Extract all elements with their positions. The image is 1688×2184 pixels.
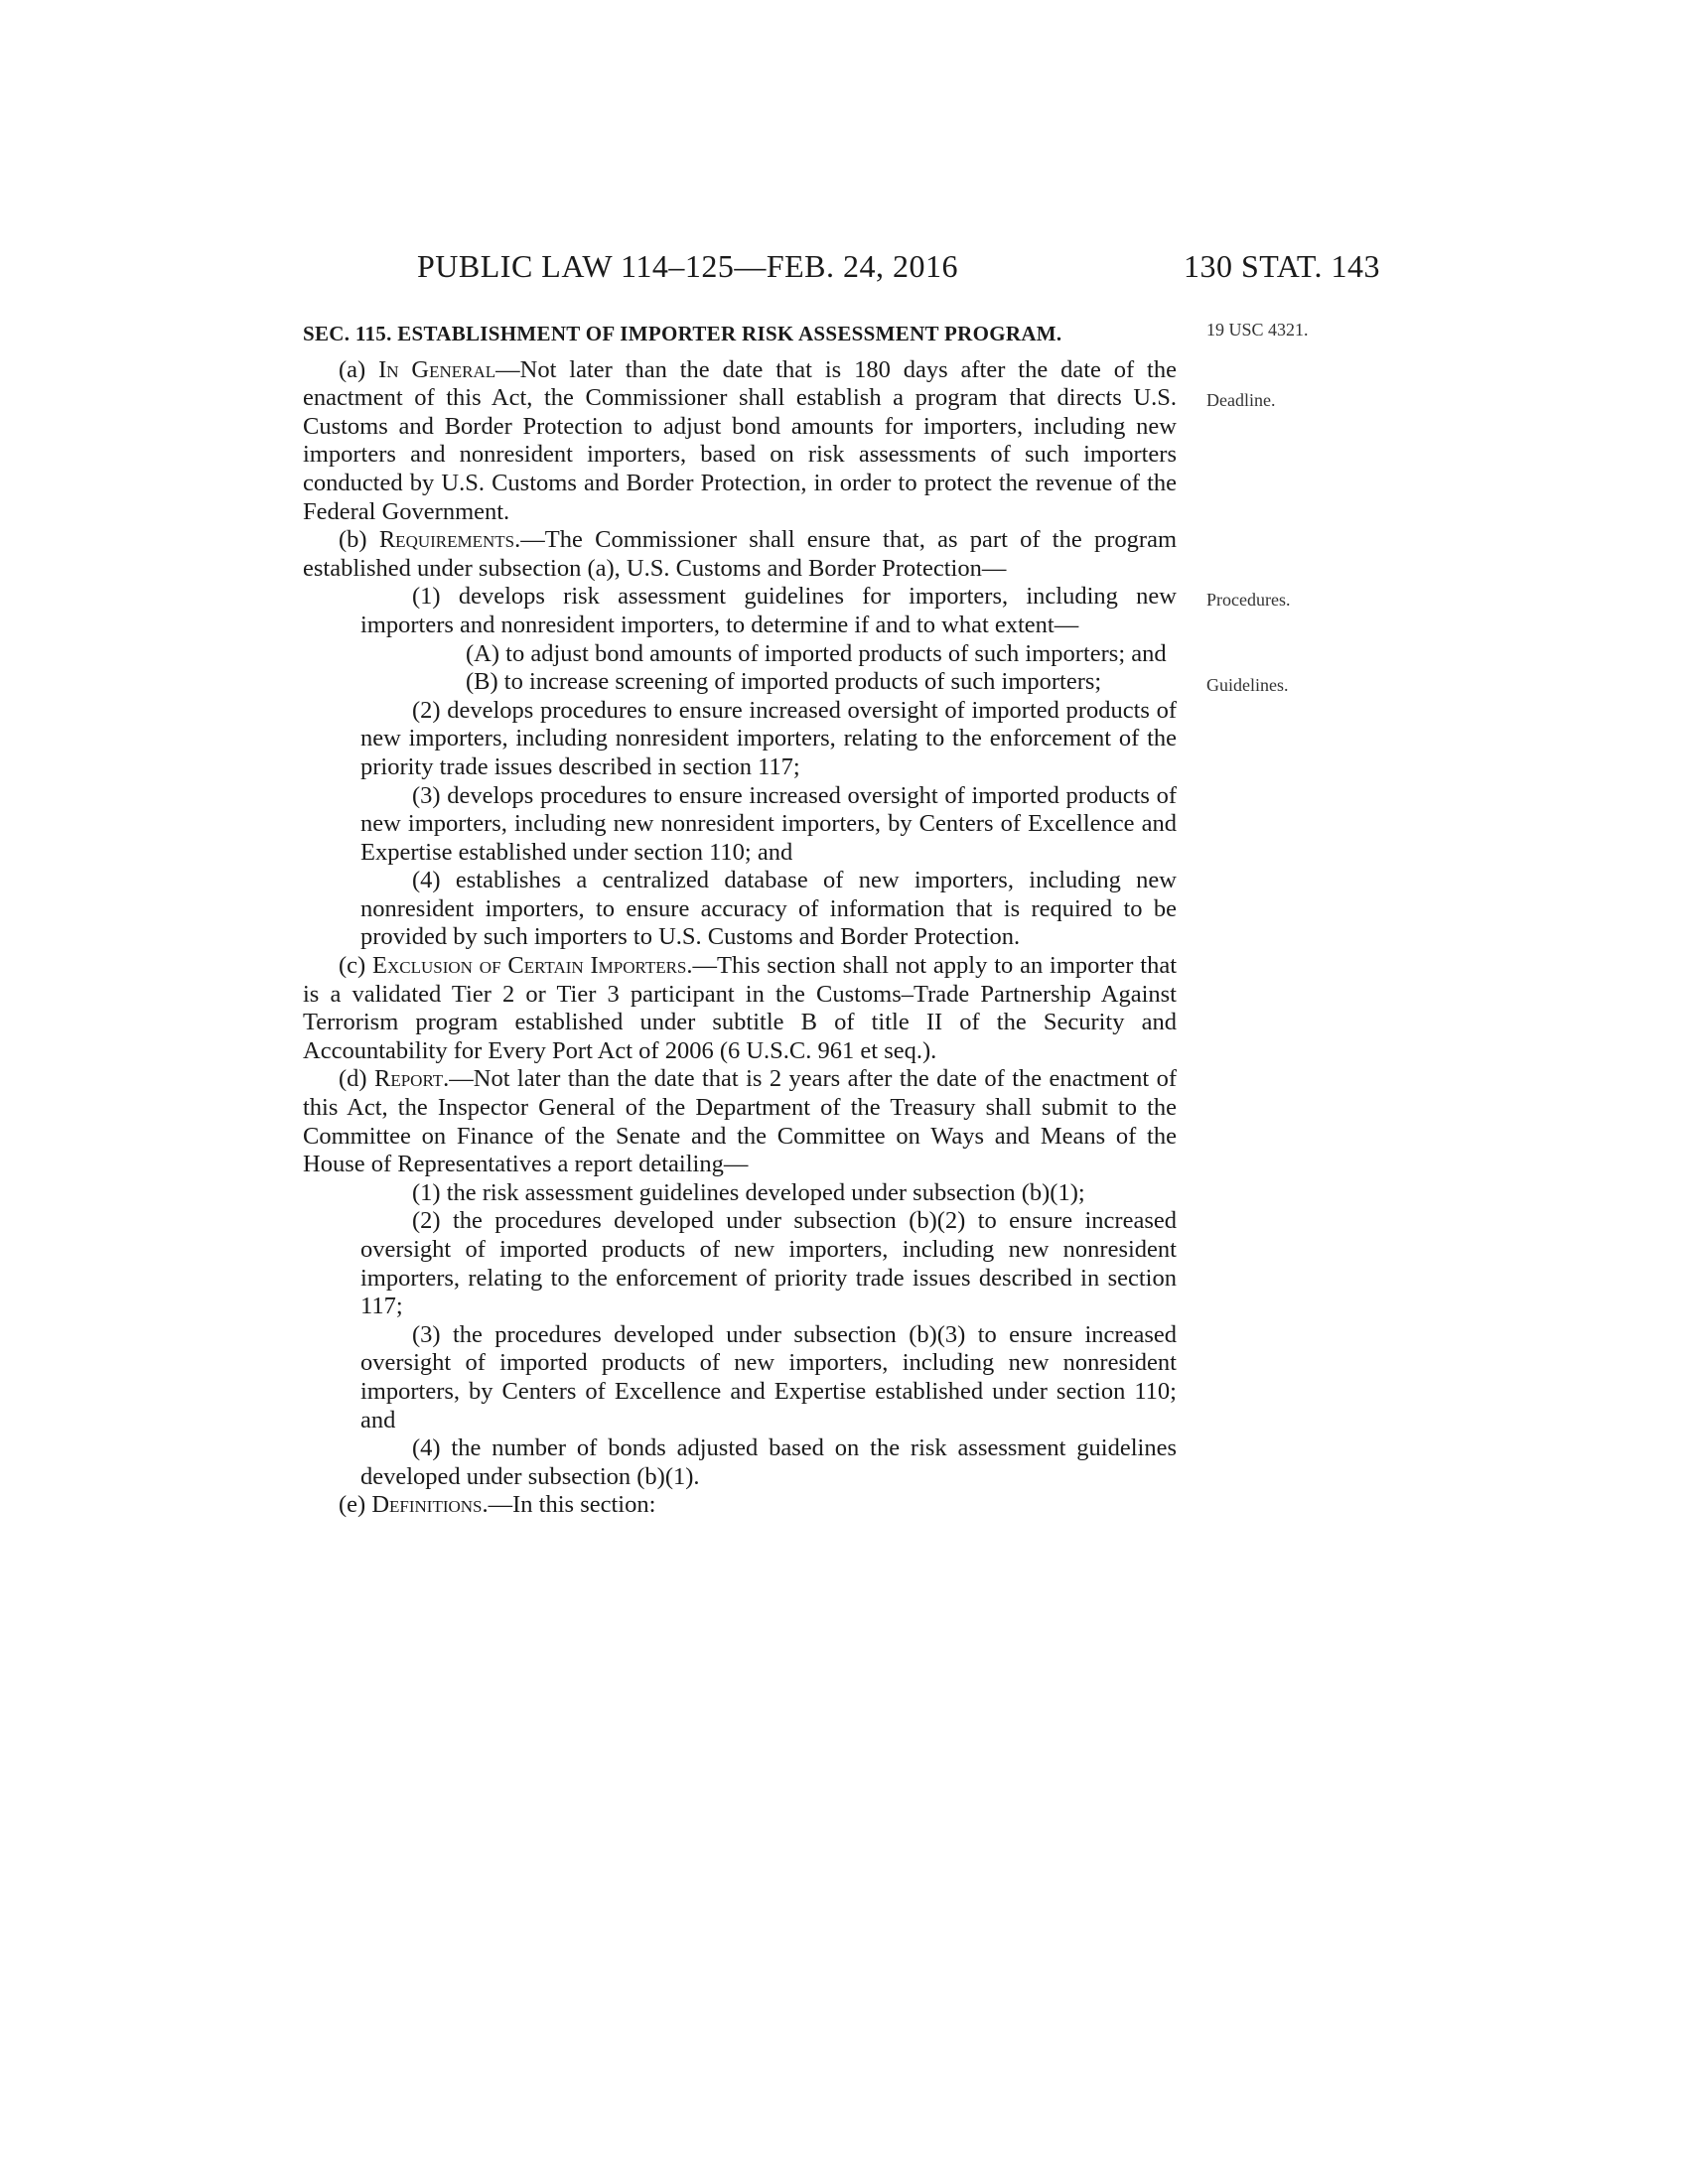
subsection-a-text: —Not later than the date that is 180 days after the date of the enactment of this Act, the Commissioner shall establish a program that directs U.S. Customs and Border Protection to adjust bond amounts for importers, including new importers and nonresident importers, based on risk assessments of such importers conducted by U.S. Customs and Border Protection, in order to protect the revenue of the Federal Government. [303,355,1177,525]
paragraph-d1: (1) the risk assessment guidelines developed under subsection (b)(1); [412,1178,1085,1206]
subsection-e-text: .—In this section: [482,1491,656,1519]
statute-body [303,320,1177,1520]
header-stat-page: 130 STAT. 143 [1183,248,1380,284]
subsection-e-label: (e) [339,1491,366,1519]
subsection-b-text: .—The Commissioner shall ensure that, as part of the program established under subsection (a), U.S. Customs and Border Protection— [303,526,1177,582]
subsection-c-text: .—This section shall not apply to an importer that is a validated Tier 2 or Tier 3 participant in the Customs–Trade Partnership Against Terrorism program established under subtitle B of title II of the Security and Accountability for Every Port Act of 2006 (6 U.S.C. 961 et seq.). [303,952,1178,1064]
paragraph-d4: (4) the number of bonds adjusted based on the risk assessment guidelines developed under subsection (b)(1). [360,1434,1177,1490]
margin-note-usc-citation: 19 USC 4321. [1206,320,1309,340]
margin-note-procedures: Procedures. [1206,590,1291,610]
paragraph-b4: (4) establishes a centralized database of new importers, including new nonresident importers, to ensure accuracy of information that is required to be provided by such importers to U.S. Customs and Border Protection. [360,867,1177,951]
margin-note-deadline: Deadline. [1206,390,1276,410]
subsection-b [303,526,1177,583]
subparagraph-b1A: (A) to adjust bond amounts of imported products of such importers; and [466,639,1167,667]
margin-note-guidelines: Guidelines. [1206,675,1289,695]
paragraph-d2: (2) the procedures developed under subsection (b)(2) to ensure increased oversight of imported products of new importers, including new nonresident importers, relating to the enforcement of priority trade issues described in section 117; [360,1207,1177,1320]
subsection-d-label: (d) [339,1065,367,1093]
subsection-e-heading: Definitions [371,1491,483,1519]
section-heading: SEC. 115. ESTABLISHMENT OF IMPORTER RISK ASSESSMENT PROGRAM. [303,322,1062,345]
paragraph-b3: (3) develops procedures to ensure increased oversight of imported products of new importers, including new nonresident importers, by Centers of Excellence and Expertise established under section 110; and [360,781,1177,866]
subsection-d-text: .—Not later than the date that is 2 years after the date of the enactment of this Act, the Inspector General of the Department of the Treasury shall submit to the Committee on Finance of the Senate and the Committee on Ways and Means of the House of Representatives a report detailing— [303,1065,1177,1178]
running-header [417,248,1380,288]
subsection-d-heading: Report [373,1065,444,1093]
paragraph-b1: (1) develops risk assessment guidelines for importers, including new importers and nonresident importers, to determine if and to what extent— [360,583,1177,638]
subparagraph-b1B: (B) to increase screening of imported products of such importers; [466,668,1102,696]
subsection-c-heading: Exclusion of Certain Importers [372,952,687,980]
subsection-b-label: (b) [339,526,367,554]
subsection-b-heading: Requirements [378,526,515,554]
header-law-citation: PUBLIC LAW 114–125—FEB. 24, 2016 [417,248,959,284]
paragraph-d3: (3) the procedures developed under subsection (b)(3) to ensure increased oversight of imported products of new importers, including new nonresident importers, by Centers of Excellence and Expertise established under section 110; and [360,1320,1177,1433]
subsection-d [303,1065,1177,1178]
subsection-a-heading: In General [378,355,496,383]
subsection-a-label: (a) [339,355,366,383]
subsection-e [303,1491,1177,1520]
paragraph-b2: (2) develops procedures to ensure increased oversight of imported products of new importers, including nonresident importers, relating to the enforcement of the priority trade issues described in section 117; [360,696,1177,780]
subsection-c [303,952,1177,1065]
subsection-c-label: (c) [339,952,366,980]
subsection-a [303,356,1177,527]
